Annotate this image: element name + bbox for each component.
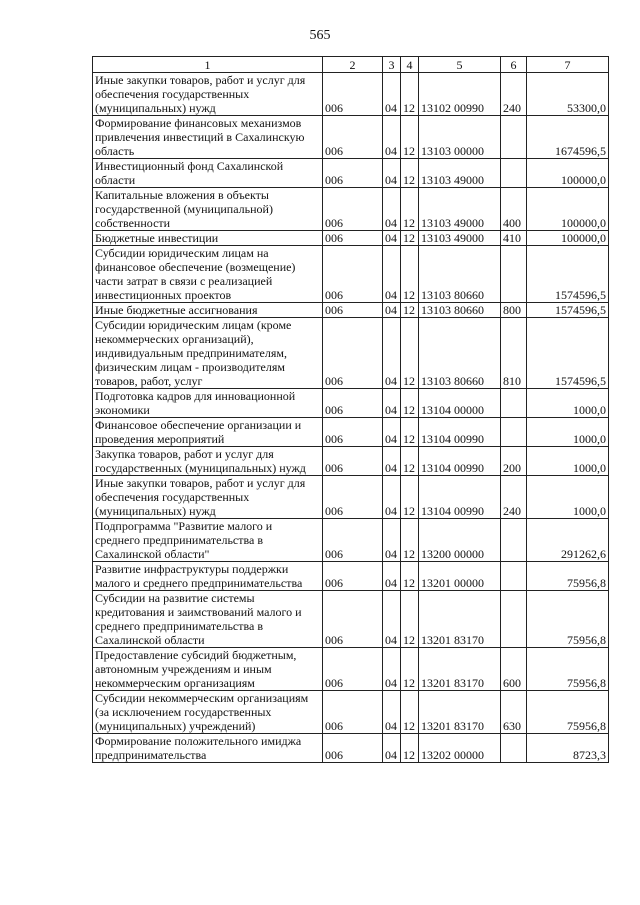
row-subsection-cell: 12: [401, 73, 419, 116]
row-target-article-cell: 13104 00990: [419, 447, 501, 476]
row-target-article-cell: 13102 00990: [419, 73, 501, 116]
row-name-cell: Иные закупки товаров, работ и услуг для обеспечения государственных (муниципальных) нужд: [93, 476, 323, 519]
row-code-cell: 006: [323, 691, 383, 734]
row-subsection-cell: 12: [401, 734, 419, 763]
row-section-cell: 04: [383, 476, 401, 519]
row-amount-cell: 1000,0: [527, 476, 609, 519]
row-name-cell: Инвестиционный фонд Сахалинской области: [93, 159, 323, 188]
row-section-cell: 04: [383, 519, 401, 562]
row-target-article-cell: 13201 83170: [419, 648, 501, 691]
row-expense-type-cell: [501, 389, 527, 418]
table-row: [93, 562, 609, 591]
row-code-cell: 006: [323, 562, 383, 591]
row-expense-type-cell: 810: [501, 318, 527, 389]
row-expense-type-cell: [501, 734, 527, 763]
table-row: [93, 73, 609, 116]
row-code-cell: 006: [323, 116, 383, 159]
table-row: [93, 389, 609, 418]
row-subsection-cell: 12: [401, 231, 419, 246]
row-target-article-cell: 13202 00000: [419, 734, 501, 763]
row-name-cell: Субсидии юридическим лицам на финансовое обеспечение (возмещение) части затрат в связи с реализацией инвестиционных проектов: [93, 246, 323, 303]
table-row: [93, 188, 609, 231]
row-target-article-cell: 13200 00000: [419, 519, 501, 562]
row-amount-cell: 1574596,5: [527, 303, 609, 318]
row-subsection-cell: 12: [401, 303, 419, 318]
row-name-cell: Иные бюджетные ассигнования: [93, 303, 323, 318]
row-amount-cell: 8723,3: [527, 734, 609, 763]
row-section-cell: 04: [383, 691, 401, 734]
row-amount-cell: 75956,8: [527, 648, 609, 691]
header-col-4: 4: [401, 57, 419, 73]
row-section-cell: 04: [383, 591, 401, 648]
table-row: [93, 418, 609, 447]
table-row: [93, 116, 609, 159]
row-expense-type-cell: 410: [501, 231, 527, 246]
row-amount-cell: 291262,6: [527, 519, 609, 562]
row-expense-type-cell: [501, 418, 527, 447]
row-amount-cell: 75956,8: [527, 691, 609, 734]
header-col-3: 3: [383, 57, 401, 73]
row-subsection-cell: 12: [401, 591, 419, 648]
row-section-cell: 04: [383, 116, 401, 159]
row-code-cell: 006: [323, 159, 383, 188]
row-subsection-cell: 12: [401, 648, 419, 691]
row-amount-cell: 100000,0: [527, 231, 609, 246]
table-row: [93, 159, 609, 188]
row-subsection-cell: 12: [401, 418, 419, 447]
row-subsection-cell: 12: [401, 562, 419, 591]
table-row: [93, 648, 609, 691]
row-name-cell: Подготовка кадров для инновационной экономики: [93, 389, 323, 418]
row-expense-type-cell: 240: [501, 73, 527, 116]
row-section-cell: 04: [383, 188, 401, 231]
row-name-cell: Формирование финансовых механизмов привлечения инвестиций в Сахалинскую область: [93, 116, 323, 159]
row-code-cell: 006: [323, 231, 383, 246]
budget-table: [92, 56, 609, 763]
row-section-cell: 04: [383, 231, 401, 246]
row-expense-type-cell: [501, 159, 527, 188]
row-expense-type-cell: 200: [501, 447, 527, 476]
row-amount-cell: 1574596,5: [527, 246, 609, 303]
row-subsection-cell: 12: [401, 691, 419, 734]
row-subsection-cell: 12: [401, 519, 419, 562]
row-section-cell: 04: [383, 562, 401, 591]
row-target-article-cell: 13103 49000: [419, 231, 501, 246]
row-section-cell: 04: [383, 159, 401, 188]
row-name-cell: Финансовое обеспечение организации и проведения мероприятий: [93, 418, 323, 447]
row-section-cell: 04: [383, 303, 401, 318]
row-subsection-cell: 12: [401, 188, 419, 231]
row-target-article-cell: 13201 00000: [419, 562, 501, 591]
row-code-cell: 006: [323, 734, 383, 763]
row-name-cell: Предоставление субсидий бюджетным, автономным учреждениям и иным некоммерческим организациям: [93, 648, 323, 691]
row-amount-cell: 1674596,5: [527, 116, 609, 159]
table-row: [93, 303, 609, 318]
row-section-cell: 04: [383, 246, 401, 303]
row-amount-cell: 75956,8: [527, 591, 609, 648]
table-row: [93, 318, 609, 389]
row-code-cell: 006: [323, 389, 383, 418]
row-name-cell: Закупка товаров, работ и услуг для государственных (муниципальных) нужд: [93, 447, 323, 476]
row-target-article-cell: 13104 00000: [419, 389, 501, 418]
row-expense-type-cell: 400: [501, 188, 527, 231]
row-code-cell: 006: [323, 188, 383, 231]
row-name-cell: Развитие инфраструктуры поддержки малого и среднего предпринимательства: [93, 562, 323, 591]
table-row: [93, 591, 609, 648]
header-row: [93, 57, 609, 73]
row-expense-type-cell: [501, 591, 527, 648]
row-amount-cell: 100000,0: [527, 159, 609, 188]
row-amount-cell: 53300,0: [527, 73, 609, 116]
table-row: [93, 246, 609, 303]
row-section-cell: 04: [383, 73, 401, 116]
row-expense-type-cell: 240: [501, 476, 527, 519]
row-subsection-cell: 12: [401, 116, 419, 159]
row-code-cell: 006: [323, 418, 383, 447]
page-number: 565: [309, 28, 331, 43]
table-row: [93, 447, 609, 476]
row-code-cell: 006: [323, 318, 383, 389]
row-subsection-cell: 12: [401, 447, 419, 476]
row-name-cell: Субсидии на развитие системы кредитования и заимствований малого и среднего предпринимательства в Сахалинской области: [93, 591, 323, 648]
row-target-article-cell: 13201 83170: [419, 591, 501, 648]
header-col-7: 7: [527, 57, 609, 73]
row-target-article-cell: 13104 00990: [419, 418, 501, 447]
row-expense-type-cell: [501, 116, 527, 159]
row-code-cell: 006: [323, 303, 383, 318]
row-amount-cell: 1574596,5: [527, 318, 609, 389]
row-target-article-cell: 13103 80660: [419, 303, 501, 318]
row-target-article-cell: 13103 80660: [419, 318, 501, 389]
row-amount-cell: 1000,0: [527, 418, 609, 447]
header-col-1: 1: [93, 57, 323, 73]
row-target-article-cell: 13103 00000: [419, 116, 501, 159]
row-expense-type-cell: 600: [501, 648, 527, 691]
row-expense-type-cell: 800: [501, 303, 527, 318]
row-amount-cell: 75956,8: [527, 562, 609, 591]
row-amount-cell: 1000,0: [527, 389, 609, 418]
row-code-cell: 006: [323, 447, 383, 476]
row-name-cell: Бюджетные инвестиции: [93, 231, 323, 246]
row-name-cell: Субсидии некоммерческим организациям (за исключением государственных (муниципальных) учреждений): [93, 691, 323, 734]
row-section-cell: 04: [383, 418, 401, 447]
row-target-article-cell: 13103 80660: [419, 246, 501, 303]
row-code-cell: 006: [323, 476, 383, 519]
row-subsection-cell: 12: [401, 476, 419, 519]
row-section-cell: 04: [383, 318, 401, 389]
row-section-cell: 04: [383, 447, 401, 476]
row-target-article-cell: 13201 83170: [419, 691, 501, 734]
header-col-6: 6: [501, 57, 527, 73]
row-section-cell: 04: [383, 734, 401, 763]
row-code-cell: 006: [323, 648, 383, 691]
row-code-cell: 006: [323, 73, 383, 116]
row-subsection-cell: 12: [401, 389, 419, 418]
row-expense-type-cell: 630: [501, 691, 527, 734]
row-section-cell: 04: [383, 389, 401, 418]
row-subsection-cell: 12: [401, 318, 419, 389]
row-code-cell: 006: [323, 519, 383, 562]
row-target-article-cell: 13104 00990: [419, 476, 501, 519]
row-code-cell: 006: [323, 246, 383, 303]
table-row: [93, 691, 609, 734]
row-subsection-cell: 12: [401, 159, 419, 188]
row-expense-type-cell: [501, 246, 527, 303]
row-name-cell: Иные закупки товаров, работ и услуг для обеспечения государственных (муниципальных) нужд: [93, 73, 323, 116]
table-row: [93, 231, 609, 246]
row-amount-cell: 100000,0: [527, 188, 609, 231]
row-name-cell: Субсидии юридическим лицам (кроме некоммерческих организаций), индивидуальным предпринимателям, физическим лицам - производителям товаров, работ, услуг: [93, 318, 323, 389]
table-row: [93, 476, 609, 519]
header-col-2: 2: [323, 57, 383, 73]
row-target-article-cell: 13103 49000: [419, 188, 501, 231]
table-row: [93, 734, 609, 763]
row-name-cell: Формирование положительного имиджа предпринимательства: [93, 734, 323, 763]
table-row: [93, 519, 609, 562]
row-name-cell: Капитальные вложения в объекты государственной (муниципальной) собственности: [93, 188, 323, 231]
row-expense-type-cell: [501, 519, 527, 562]
row-code-cell: 006: [323, 591, 383, 648]
header-col-5: 5: [419, 57, 501, 73]
row-name-cell: Подпрограмма "Развитие малого и среднего предпринимательства в Сахалинской области": [93, 519, 323, 562]
table-body: [93, 73, 609, 763]
row-amount-cell: 1000,0: [527, 447, 609, 476]
row-expense-type-cell: [501, 562, 527, 591]
row-section-cell: 04: [383, 648, 401, 691]
row-subsection-cell: 12: [401, 246, 419, 303]
row-target-article-cell: 13103 49000: [419, 159, 501, 188]
